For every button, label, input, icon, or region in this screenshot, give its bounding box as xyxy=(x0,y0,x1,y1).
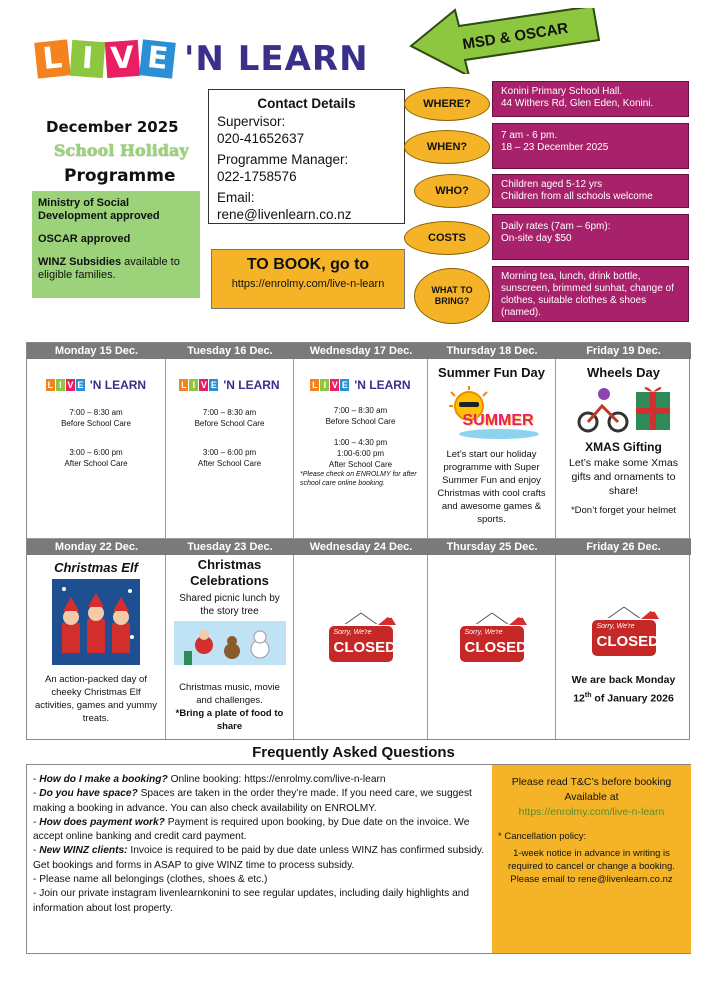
costs-oval: COSTS xyxy=(404,221,490,255)
day-header: Monday 22 Dec. xyxy=(27,539,166,555)
after-care-label: After School Care xyxy=(328,460,393,469)
day-cell xyxy=(556,359,691,539)
oscar-approved: OSCAR approved xyxy=(38,233,131,245)
after-care-time-extended: 1:00-6:00 pm xyxy=(336,449,385,458)
day-header: Thursday 18 Dec. xyxy=(428,343,556,359)
school-holiday-title: School Holiday xyxy=(54,141,189,160)
terms-box xyxy=(492,765,691,953)
day-cell xyxy=(166,555,294,739)
day-cell xyxy=(428,555,556,739)
logo-text: 'N LEARN xyxy=(184,39,369,79)
supervisor-phone: 020-41652637 xyxy=(217,131,305,146)
where-oval: WHERE? xyxy=(404,87,490,121)
before-care-label: Before School Care xyxy=(325,417,396,426)
costs-box: Daily rates (7am – 6pm): On-site day $50 xyxy=(492,214,689,260)
who-box: Children aged 5-12 yrs Children from all schools welcome xyxy=(492,174,689,208)
before-care-time: 7:00 – 8:30 am xyxy=(202,408,257,417)
faq-box xyxy=(26,764,691,954)
summer-sun-icon: SUMMER xyxy=(443,386,541,440)
before-care-time: 7:00 – 8:30 am xyxy=(333,406,388,415)
day-cell xyxy=(27,359,166,539)
christmas-celebrations-title: Christmas Celebrations xyxy=(190,557,269,588)
xmas-gifting-title: XMAS Gifting xyxy=(585,440,662,454)
what-to-bring-box: Morning tea, lunch, drink bottle, sunscreen, brimmed sunhat, change of clothes, suitable clothes & shoes (named). xyxy=(492,266,689,322)
programme-title: Programme xyxy=(64,166,176,186)
faq-item: - Please name all belongings (clothes, shoes & etc.) xyxy=(33,874,268,886)
elf-image xyxy=(52,579,140,665)
enrolmy-note: *Please check on ENROLMY for after school care online booking. xyxy=(300,471,417,487)
back-date: We are back Monday 12th of January 2026 xyxy=(571,674,676,705)
mini-logo: L I V E 'N LEARN xyxy=(312,377,411,392)
summer-fun-text: Let’s start our holiday programme with Super Summer Fun and enjoy Christmas with cool crafts and awesome games & sports. xyxy=(437,449,546,525)
winz-subsidies: WINZ Subsidies available to eligible families. xyxy=(38,256,180,281)
before-care-label: Before School Care xyxy=(194,419,265,428)
email-address: rene@livenlearn.co.nz xyxy=(217,207,352,222)
day-cell xyxy=(428,359,556,539)
christmas-elf-text: An action-packed day of cheeky Christmas Elf activities, games and yummy treats. xyxy=(35,674,157,724)
mini-logo: L I V E 'N LEARN xyxy=(181,377,280,392)
day-header: Friday 19 Dec. xyxy=(556,343,691,359)
christmas-elf-title: Christmas Elf xyxy=(54,560,138,575)
logo-letter-v: V xyxy=(105,40,140,78)
brand-logo xyxy=(36,38,369,80)
after-care-label: After School Care xyxy=(64,459,128,468)
terms-text: Please read T&C’s before booking xyxy=(511,776,672,788)
cancellation-policy-text: 1-week notice in advance in writing is required to cancel or change a booking. Please email to rene@livenlearn.co.nz xyxy=(508,848,675,885)
day-cell xyxy=(556,555,691,739)
manager-phone: 022-1758576 xyxy=(217,169,297,184)
day-header: Tuesday 16 Dec. xyxy=(166,343,294,359)
faq-list xyxy=(27,765,492,953)
day-header: Monday 15 Dec. xyxy=(27,343,166,359)
faq-item: - How does payment work? Payment is required upon booking, by Due date on the invoice. We accept online banking and credit card payment. xyxy=(33,816,470,843)
booking-box xyxy=(211,249,405,309)
faq-heading: Frequently Asked Questions xyxy=(252,744,455,761)
mini-logo: L I V E 'N LEARN xyxy=(47,377,147,392)
booking-heading: TO BOOK, go to xyxy=(246,256,370,273)
calendar-grid xyxy=(26,342,690,740)
helmet-note: *Don’t forget your helmet xyxy=(570,505,677,516)
cancellation-policy-label: * Cancellation policy: xyxy=(498,831,587,842)
supervisor-label: Supervisor: xyxy=(217,114,286,129)
after-care-time: 1:00 – 4:30 pm xyxy=(333,438,388,447)
before-care-label: Before School Care xyxy=(61,419,131,428)
day-header: Wednesday 24 Dec. xyxy=(294,539,428,555)
faq-item: - Join our private instagram livenlearnkonini to see regular updates, including daily highlights and information about lost property. xyxy=(33,888,470,914)
after-care-time: 3:00 – 6:00 pm xyxy=(69,448,123,457)
terms-link[interactable]: https://enrolmy.com/live-n-learn xyxy=(518,806,665,818)
day-header: Tuesday 23 Dec. xyxy=(166,539,294,555)
closed-sign-icon: Sorry, We're CLOSED xyxy=(324,611,398,665)
contact-heading: Contact Details xyxy=(257,96,356,111)
when-box: 7 am - 6 pm. 18 – 23 December 2025 xyxy=(492,123,689,169)
programme-month: December 2025 xyxy=(46,118,179,136)
bring-plate-note: *Bring a plate of food to share xyxy=(175,708,284,732)
msd-oscar-label: MSD & OSCAR xyxy=(461,19,570,54)
picnic-text: Shared picnic lunch by the story tree xyxy=(179,593,280,617)
bike-gift-icon xyxy=(574,384,674,434)
booking-link[interactable]: https://enrolmy.com/live-n-learn xyxy=(231,278,385,290)
xmas-gifting-text: Let’s make some Xmas gifts and ornaments to share! xyxy=(569,457,678,497)
contact-details xyxy=(208,89,405,224)
faq-item: - How do I make a booking? Online booking: https://enrolmy.com/live-n-learn xyxy=(33,774,386,785)
approvals-box xyxy=(32,191,200,298)
after-care-label: After School Care xyxy=(197,459,262,468)
day-cell xyxy=(294,359,428,539)
closed-sign-icon: Sorry, We're CLOSED xyxy=(587,605,661,659)
when-oval: WHEN? xyxy=(404,130,490,164)
before-care-time: 7:00 – 8:30 am xyxy=(69,408,123,417)
day-header: Wednesday 17 Dec. xyxy=(294,343,428,359)
day-header: Friday 26 Dec. xyxy=(556,539,691,555)
logo-letter-i: I xyxy=(70,40,105,78)
msd-oscar-arrow xyxy=(407,8,603,74)
who-oval: WHO? xyxy=(414,174,490,208)
msd-approved: Ministry of Social Development approved xyxy=(38,197,160,222)
terms-available: Available at xyxy=(564,791,619,803)
day-cell xyxy=(294,555,428,739)
after-care-time: 3:00 – 6:00 pm xyxy=(202,448,257,457)
day-header: Thursday 25 Dec. xyxy=(428,539,556,555)
logo-letter-l: L xyxy=(34,39,71,78)
logo-letter-e: E xyxy=(139,39,176,78)
where-box: Konini Primary School Hall. 44 Withers Rd, Glen Eden, Konini. xyxy=(492,81,689,117)
day-cell xyxy=(27,555,166,739)
wheels-day-title: Wheels Day xyxy=(587,365,660,380)
day-cell xyxy=(166,359,294,539)
manager-label: Programme Manager: xyxy=(217,152,349,167)
santa-image xyxy=(174,621,286,677)
summer-fun-title: Summer Fun Day xyxy=(438,365,545,380)
email-label: Email: xyxy=(217,190,255,205)
what-to-bring-oval: WHAT TO BRING? xyxy=(414,268,490,324)
christmas-music-text: Christmas music, movie and challenges. xyxy=(179,682,280,706)
faq-item: - New WINZ clients: Invoice is required to be paid by due date unless WINZ has confirmed subsidy. Get bookings and forms in ASAP to give WINZ time to process subsidy. xyxy=(33,845,485,871)
closed-sign-icon: Sorry, We're CLOSED xyxy=(455,611,529,665)
faq-item: - Do you have space? Spaces are taken in the order they’re made. If you need care, we suggest making a booking in advance. You can also check availability on ENROLMY. xyxy=(33,788,472,814)
